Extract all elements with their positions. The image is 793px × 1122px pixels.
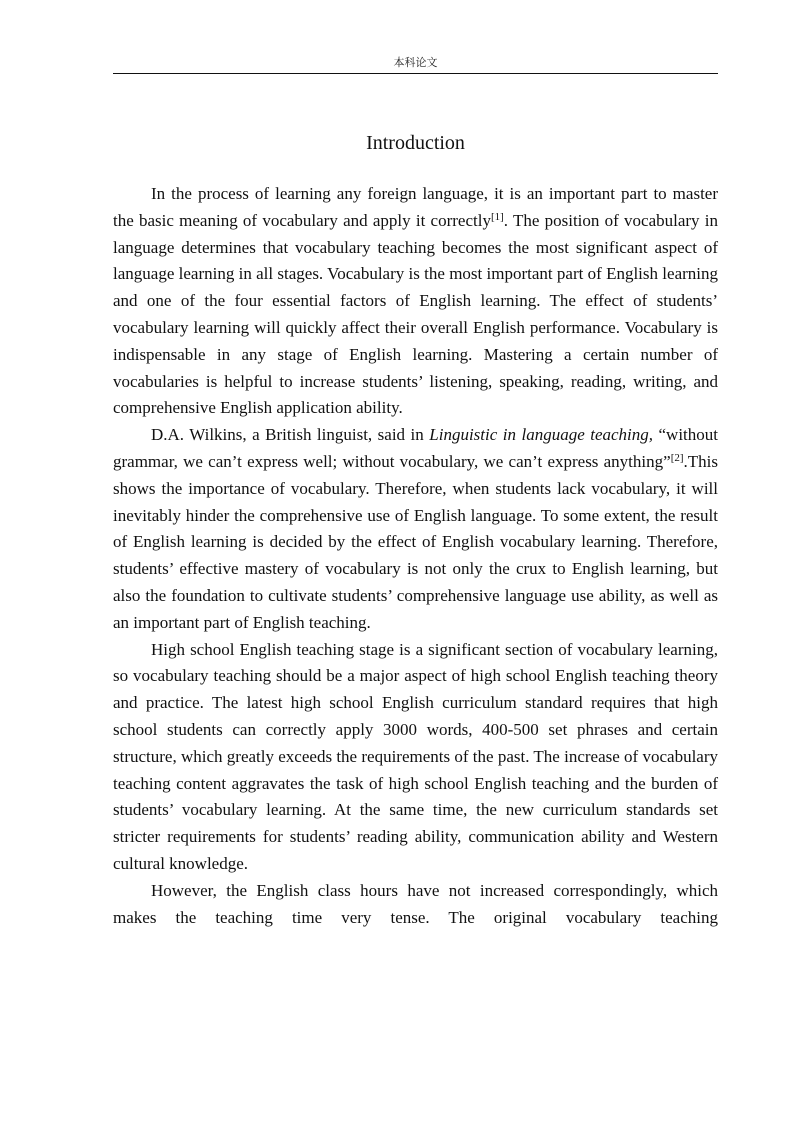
citation-2: [2] xyxy=(670,451,684,464)
paragraph-2-part-b: “without grammar, we can’t express well; without vocabulary, we can’t express anything” xyxy=(113,425,718,471)
citation-1: [1] xyxy=(490,210,504,223)
header-rule xyxy=(113,73,718,74)
book-title: Linguistic in language teaching, xyxy=(429,425,654,445)
paragraph-1-part-a: In the process of learning any foreign language, it is an important part to master the basic meaning of vocabulary and apply it correctly xyxy=(113,184,718,230)
paragraph-3: High school English teaching stage is a significant section of vocabulary learning, so vocabulary teaching should be a major aspect of high school English teaching theory and practice. The latest high school English curriculum standard requires that high school students can correctly apply 3000 words, 400-500 set phrases and certain structure, which greatly exceeds the requirements of the past. The increase of vocabulary teaching content aggravates the task of high school English teaching and the burden of students’ vocabulary learning. At the same time, the new curriculum standards set stricter requirements for students’ reading ability, communication ability and Western cultural knowledge. xyxy=(113,639,718,873)
paragraph-1-part-b: . The position of vocabulary in language determines that vocabulary teaching becomes the most significant aspect of language learning in all stages. Vocabulary is the most important part of English learning and one of the four essential factors of English learning. The effect of students’ vocabulary learning will quickly affect their overall English performance. Vocabulary is indispensable in any stage of English learning. Mastering a certain number of vocabularies is helpful to increase students’ listening, speaking, reading, writing, and comprehensive English application ability. xyxy=(113,210,719,418)
section-title: Introduction xyxy=(366,132,465,154)
paragraph-2 xyxy=(113,422,718,636)
paragraph-2-part-c: .This shows the importance of vocabulary. Therefore, when students lack vocabulary, it will inevitably hinder the comprehensive use of English language. To some extent, the result of English learning is decided by the effect of English vocabulary learning. Therefore, students’ effective mastery of vocabulary is not only the crux to English learning, but also the foundation to cultivate students’ comprehensive language use ability, as well as an important part of English teaching. xyxy=(113,451,718,632)
paragraph-2-part-a: D.A. Wilkins, a British linguist, said in xyxy=(151,425,430,445)
paragraph-4: However, the English class hours have not increased correspondingly, which makes the teaching time very tense. The original vocabulary teaching xyxy=(113,880,718,927)
running-header: 本科论文 xyxy=(393,56,438,69)
paragraph-1 xyxy=(113,181,718,422)
body-text xyxy=(113,181,718,931)
